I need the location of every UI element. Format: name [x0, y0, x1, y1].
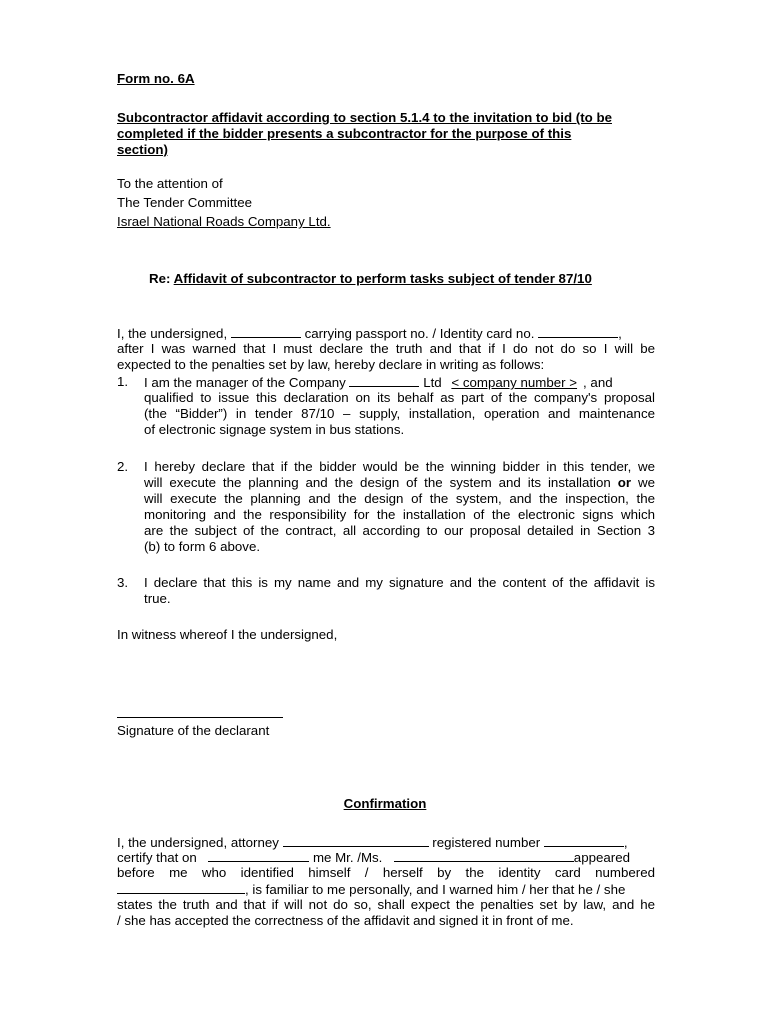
item-1-line-2: qualified to issue this declaration on its behalf as part of the company's proposal [144, 390, 655, 405]
witness-text: In witness whereof I the undersigned, [117, 627, 338, 642]
re-heading [149, 271, 592, 287]
address-line-1: To the attention of [117, 176, 223, 191]
conf-text-e: me Mr. /Ms. [312, 850, 383, 865]
item-2-line-1: I hereby declare that if the bidder would be the winning bidder in this tender, we [144, 459, 655, 474]
item-1-line-3: (the “Bidder”) in tender 87/10 – supply, installation, operation and maintenance [144, 406, 655, 421]
identity-card-blank[interactable] [117, 881, 245, 894]
item-3-number: 3. [117, 575, 129, 590]
item-3-line-2: true. [144, 591, 171, 606]
intro-text-a: I, the undersigned, [117, 326, 228, 341]
conf-text-b: registered number [432, 835, 541, 850]
confirmation-line-3: before me who identified himself / herself by the identity card numbered [117, 865, 655, 880]
attorney-name-blank[interactable] [283, 834, 429, 847]
subject-line-2: completed if the bidder presents a subcontractor for the purpose of this [117, 126, 572, 141]
item-1-number: 1. [117, 374, 129, 389]
item-2-line-2 [144, 475, 655, 491]
address-line-2: The Tender Committee [117, 195, 253, 210]
conf-text-a: I, the undersigned, attorney [117, 835, 279, 850]
item-1-text-a: I am the manager of the Company [144, 375, 346, 390]
subject-line-1: Subcontractor affidavit according to section 5.1.4 to the invitation to bid (to be [117, 110, 612, 125]
signature-line[interactable] [117, 717, 283, 718]
confirmation-line-6: / she has accepted the correctness of the affidavit and signed it in front of me. [117, 913, 574, 928]
conf-text-d: certify that on [117, 850, 197, 865]
item-2-line-3: will execute the planning and the design of the system, and the inspection, the [144, 491, 655, 506]
item-2-line-4: monitoring and the responsibility for the installation of the electronic signs which [144, 507, 655, 522]
confirmation-line-4 [117, 881, 655, 898]
signature-label: Signature of the declarant [117, 723, 270, 738]
item-1-line-1 [144, 374, 655, 391]
item-2-text-c: we [638, 475, 655, 490]
address-line-3: Israel National Roads Company Ltd. [117, 214, 331, 229]
intro-line-2: after I was warned that I must declare the truth and that if I do not do so I will be [117, 341, 655, 356]
name-blank[interactable] [231, 325, 301, 338]
item-1-text-b: Ltd [423, 375, 442, 390]
item-1-text-d: , and [583, 375, 613, 390]
date-blank[interactable] [208, 849, 309, 862]
confirmation-line-2 [117, 849, 655, 866]
company-name-blank[interactable] [349, 374, 419, 387]
form-number: Form no. 6A [117, 71, 195, 86]
conf-text-g: , is familiar to me personally, and I warned him / her that he / she [245, 882, 626, 897]
id-number-blank[interactable] [538, 325, 618, 338]
item-1-line-4: of electronic signage system in bus stations. [144, 422, 405, 437]
intro-text-c: , [618, 326, 622, 341]
re-prefix: Re: [149, 271, 171, 286]
confirmation-line-5: states the truth and that if will not do so, shall expect the penalties set by law, and he [117, 897, 655, 912]
item-2-text-or: or [617, 475, 632, 490]
item-2-line-5: are the subject of the contract, all according to our proposal detailed in Section 3 [144, 523, 655, 538]
confirmation-title: Confirmation [343, 796, 427, 811]
company-number-field[interactable]: < company number > [451, 375, 578, 390]
intro-text-b: carrying passport no. / Identity card no. [304, 326, 535, 341]
re-text: Affidavit of subcontractor to perform tasks subject of tender 87/10 [173, 271, 592, 286]
subject-line-3: section) [117, 142, 168, 157]
conf-text-c: , [623, 835, 628, 850]
item-2-number: 2. [117, 459, 129, 474]
intro-line-1 [117, 325, 655, 342]
registered-number-blank[interactable] [544, 834, 624, 847]
item-2-line-6: (b) to form 6 above. [144, 539, 261, 554]
intro-line-3: expected to the penalties set by law, hereby declare in writing as follows: [117, 357, 545, 372]
declarant-name-blank[interactable] [394, 849, 574, 862]
conf-text-f: appeared [573, 850, 630, 865]
item-3-line-1: I declare that this is my name and my signature and the content of the affidavit is [144, 575, 655, 590]
item-2-text-a: will execute the planning and the design of the system and its installation [144, 475, 611, 490]
